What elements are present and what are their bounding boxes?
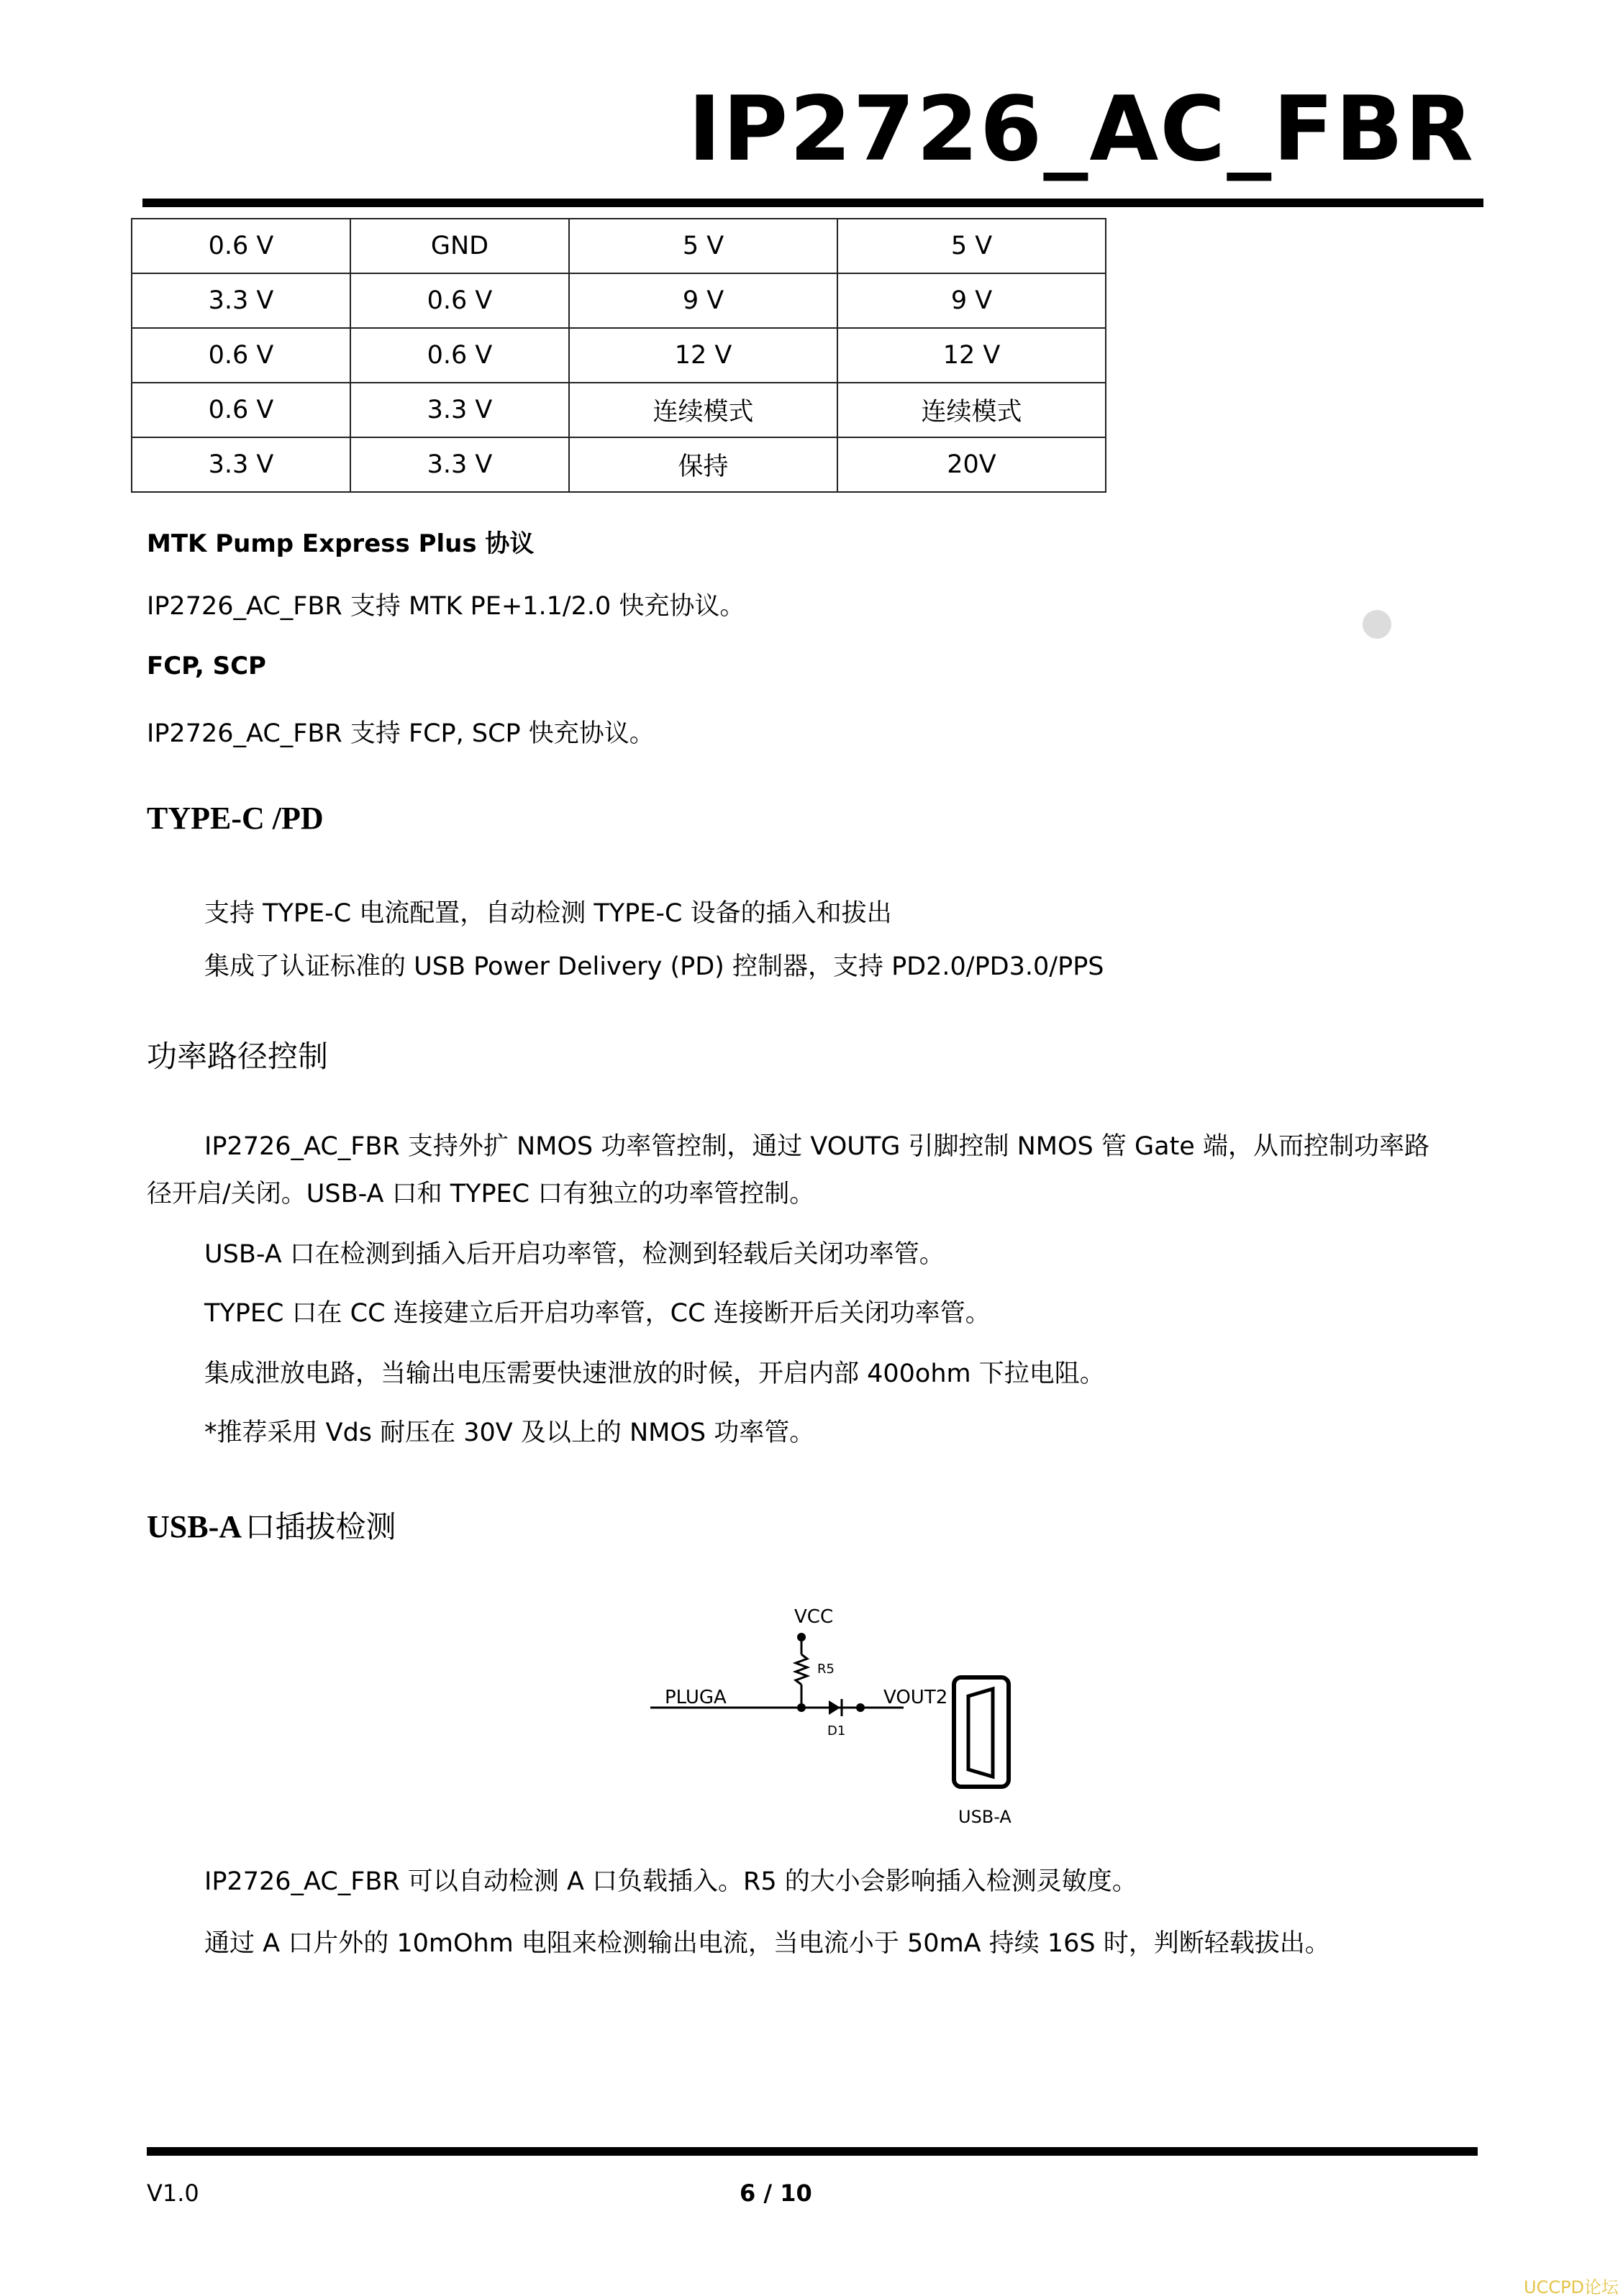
table-cell: 9 V xyxy=(837,273,1106,328)
usb-a-port-icon xyxy=(968,1689,993,1777)
power-path-text: USB-A 口在检测到插入后开启功率管，检测到轻载后关闭功率管。 xyxy=(204,1240,945,1269)
vout-node xyxy=(856,1703,865,1712)
footer-version: V1.0 xyxy=(147,2179,199,2207)
table-cell: 20V xyxy=(837,437,1106,492)
usb-a-label: USB-A xyxy=(958,1807,1011,1827)
table-row xyxy=(132,383,1106,437)
table-cell: 12 V xyxy=(837,328,1106,383)
usba-heading-en: USB-A xyxy=(147,1509,242,1544)
table-cell: 0.6 V xyxy=(350,273,569,328)
fcp-text: IP2726_AC_FBR 支持 FCP, SCP 快充协议。 xyxy=(147,719,655,748)
usba-text: IP2726_AC_FBR 可以自动检测 A 口负载插入。R5 的大小会影响插入检测灵敏度。 xyxy=(204,1867,1137,1896)
typec-line: 支持 TYPE-C 电流配置，自动检测 TYPE-C 设备的插入和拔出 xyxy=(204,899,892,928)
power-path-heading: 功率路径控制 xyxy=(147,1039,329,1074)
usba-heading-cn: 口插拔检测 xyxy=(245,1509,396,1544)
resistor-icon xyxy=(796,1654,807,1685)
vcc-label: VCC xyxy=(794,1606,834,1628)
power-path-text: 径开启/关闭。USB-A 口和 TYPEC 口有独立的功率管控制。 xyxy=(147,1180,815,1208)
table-cell: 5 V xyxy=(569,219,837,273)
r5-label: R5 xyxy=(817,1662,835,1677)
table-cell: 3.3 V xyxy=(350,437,569,492)
table-cell: 12 V xyxy=(569,328,837,383)
table-row xyxy=(132,273,1106,328)
table-cell: 0.6 V xyxy=(132,383,350,437)
table-cell: 保持 xyxy=(569,437,837,492)
decorative-dot xyxy=(1363,610,1391,639)
table-row xyxy=(132,219,1106,273)
usba-detect-schematic xyxy=(640,1598,1043,1836)
table-cell: 5 V xyxy=(837,219,1106,273)
table-cell: 0.6 V xyxy=(132,328,350,383)
usba-heading xyxy=(147,1503,396,1546)
power-path-text: 集成泄放电路，当输出电压需要快速泄放的时候，开启内部 400ohm 下拉电阻。 xyxy=(204,1359,1105,1388)
typec-heading: TYPE-C /PD xyxy=(147,801,324,836)
table-cell: GND xyxy=(350,219,569,273)
junction-node xyxy=(797,1703,806,1712)
table-cell: 3.3 V xyxy=(132,273,350,328)
mtk-heading: MTK Pump Express Plus 协议 xyxy=(147,529,535,558)
table-cell: 0.6 V xyxy=(132,219,350,273)
power-path-text: IP2726_AC_FBR 支持外扩 NMOS 功率管控制，通过 VOUTG 引脚控制 NMOS 管 Gate 端，从而控制功率路 xyxy=(204,1132,1429,1161)
usba-text: 通过 A 口片外的 10mOhm 电阻来检测输出电流，当电流小于 50mA 持续 16S 时，判断轻载拔出。 xyxy=(204,1929,1330,1958)
typec-line: 集成了认证标准的 USB Power Delivery (PD) 控制器，支持 PD2.0/PD3.0/PPS xyxy=(204,952,1104,981)
table-cell: 连续模式 xyxy=(837,383,1106,437)
fcp-heading: FCP, SCP xyxy=(147,652,266,680)
power-path-text: TYPEC 口在 CC 连接建立后开启功率管，CC 连接断开后关闭功率管。 xyxy=(204,1299,991,1328)
table-cell: 3.3 V xyxy=(350,383,569,437)
watermark: UCCPD论坛 xyxy=(1524,2277,1619,2296)
page-number: 6 / 10 xyxy=(740,2179,812,2207)
table-cell: 3.3 V xyxy=(132,437,350,492)
mtk-text: IP2726_AC_FBR 支持 MTK PE+1.1/2.0 快充协议。 xyxy=(147,592,745,621)
document-title: IP2726_AC_FBR xyxy=(688,78,1475,181)
voltage-table xyxy=(131,218,1106,493)
table-cell: 连续模式 xyxy=(569,383,837,437)
vout2-label: VOUT2 xyxy=(883,1687,948,1708)
diode-icon xyxy=(829,1700,840,1715)
footer-rule xyxy=(147,2147,1478,2156)
pluga-label: PLUGA xyxy=(665,1687,727,1708)
table-cell: 0.6 V xyxy=(350,328,569,383)
d1-label: D1 xyxy=(827,1723,846,1739)
table-row xyxy=(132,437,1106,492)
table-row xyxy=(132,328,1106,383)
table-cell: 9 V xyxy=(569,273,837,328)
power-path-text: *推荐采用 Vds 耐压在 30V 及以上的 NMOS 功率管。 xyxy=(204,1418,815,1447)
header-rule xyxy=(142,199,1483,207)
